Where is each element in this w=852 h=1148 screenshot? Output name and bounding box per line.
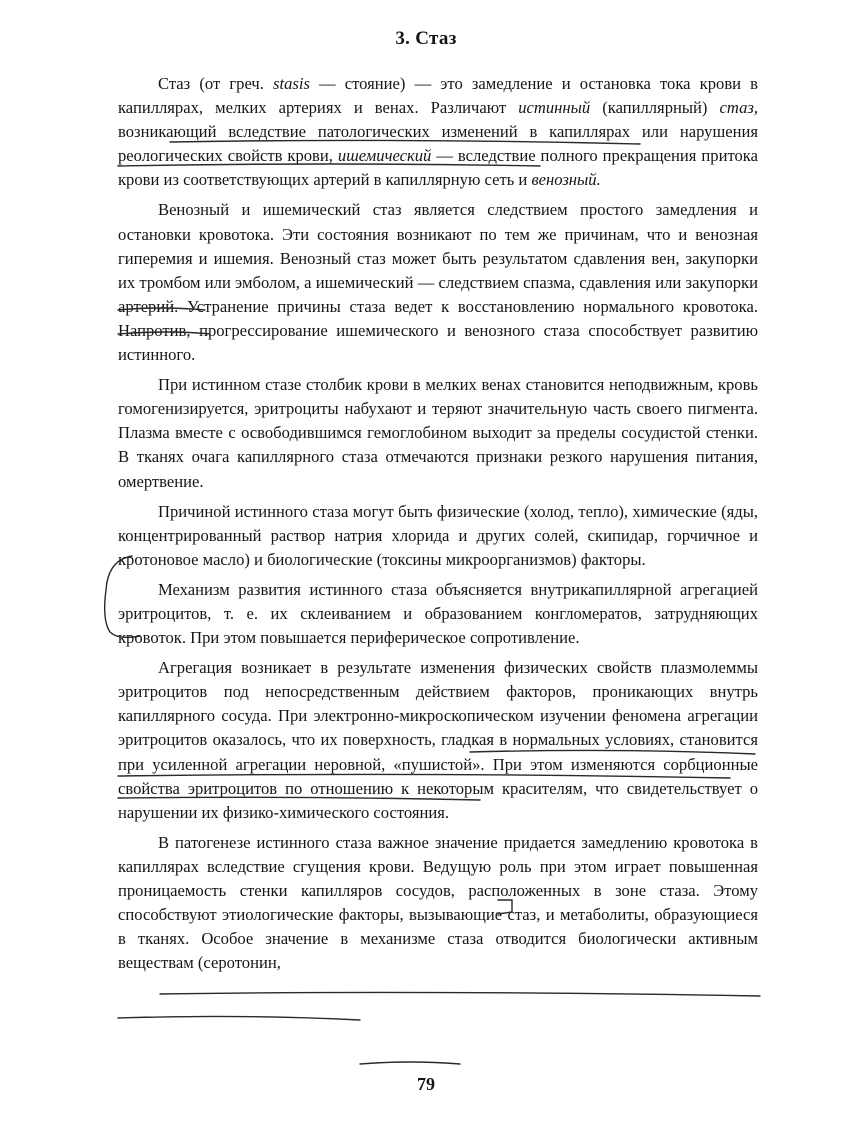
p1-text-i: — вследствие полного прекращения притока крови из соответствующих артерий в капиллярную сеть и xyxy=(118,146,758,190)
underline-mark xyxy=(118,1016,360,1020)
body-text xyxy=(118,72,758,975)
paragraph-5: Механизм развития истинного стаза объясняется внутрикапиллярной агрегацией эритроцитов, т. е. их склеиванием и образованием конгломератов, затрудняющих кровоток. При этом повышается периферическое сопротивление. xyxy=(118,579,758,648)
p1-term-stasis: stasis xyxy=(273,74,310,93)
p1-term-true: истинный xyxy=(518,98,591,118)
p1-text-e: (капиллярный) xyxy=(590,98,720,118)
p1-text-a: Стаз (от греч. xyxy=(158,74,274,93)
p1-text-g: возникающий вследствие патологических изменений в капиллярах или нарушения реологических свойств крови, xyxy=(118,122,758,166)
underline-mark xyxy=(360,1062,460,1064)
p1-term-venous: венозный. xyxy=(531,170,601,190)
paragraph-2: Венозный и ишемический стаз является следствием простого замедления и остановки кровотока. Эти состояния возникают по тем же причинам, что и венозная гиперемия и ишемия. Венозный стаз может быть результатом сдавления вен, закупорки их тромбом или эмболом, а ишемический — следствием спазма, сдавления или закупорки артерий. Устранение причины стаза ведет к восстановлению нормального кровотока. Напротив, прогрессирование ишемического и венозного стаза способствует развитию истинного. xyxy=(118,200,758,365)
p1-term-stasis-2: стаз, xyxy=(719,98,758,118)
paragraph-4: Причиной истинного стаза могут быть физические (холод, тепло), химические (яды, концентрированный раствор натрия хлорида и других солей, скипидар, горчичное и кротоновое масло) и биологические (токсины микроорганизмов) факторы. xyxy=(118,501,758,569)
paragraph-1 xyxy=(118,72,758,192)
section-title: 3. Стаз xyxy=(395,28,457,49)
underline-mark xyxy=(160,992,760,996)
paragraph-3: При истинном стазе столбик крови в мелких венах становится неподвижным, кровь гомогенизируется, эритроциты набухают и теряют значительную часть своего пигмента. Плазма вместе с освободившимся гемоглобином выходит за пределы сосудистой стенки. В тканях очага капиллярного стаза отмечаются признаки резкого нарушения питания, омертвение. xyxy=(118,375,758,491)
p1-text-c: — стояние) — это замедление и остановка тока крови в капиллярах, мелких артериях и венах. Различают xyxy=(118,74,758,118)
paragraph-7: В патогенезе истинного стаза важное значение придается замедлению кровотока в капиллярах вследствие сгущения крови. Ведущую роль при этом играет повышенная проницаемость стенки капилляров сосудов, расположенных в зоне стаза. Этому способствуют этиологические факторы, вызывающие стаз, и метаболиты, образующиеся в тканях. Особое значение в механизме стаза отводится биологически активным веществам (серотонин, xyxy=(118,832,758,973)
paragraph-6: Агрегация возникает в результате изменения физических свойств плазмолеммы эритроцитов под непосредственным действием факторов, проникающих внутрь капиллярного сосуда. При электронно-микроскопическом изучении феномена агрегации эритроцитов оказалось, что их поверхность, гладкая в нормальных условиях, становится при усиленной агрегации неровной, «пушистой». При этом изменяются сорбционные свойства эритроцитов по отношению к некоторым красителям, что свидетельствует о нарушении их физико-химического состояния. xyxy=(118,658,758,822)
p1-term-ischemic: ишемический xyxy=(337,146,432,166)
page-number: 79 xyxy=(417,1074,435,1094)
